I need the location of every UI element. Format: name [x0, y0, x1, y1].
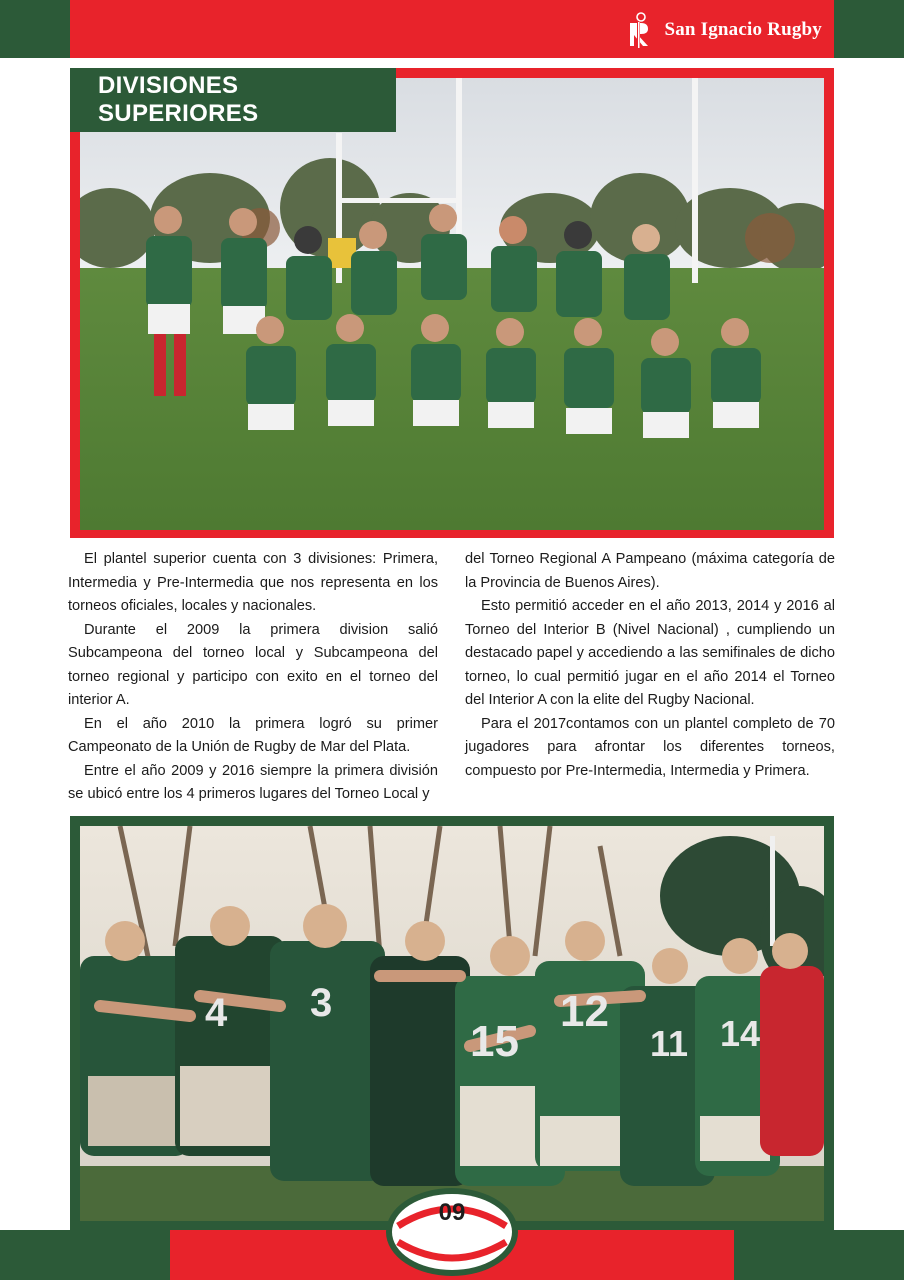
jersey-number: 11: [650, 1023, 689, 1064]
paragraph: Entre el año 2009 y 2016 siempre la primera división se ubicó entre los 4 primeros lugares del Torneo Local y: [68, 762, 438, 802]
page-number: 09: [438, 1199, 466, 1226]
jersey-number: 12: [560, 987, 609, 1036]
team-photo: [80, 78, 824, 530]
brand: [626, 10, 822, 50]
header-divider: [0, 58, 904, 61]
paragraph: Esto permitió acceder en el año 2013, 2014 y 2016 al Torneo del Interior B (Nivel Nacional) , cumpliendo un destacado papel y accediendo a las semifinales de dicho torneo, lo cual permitió jugar en el año 2014 el Torneo del Interior A con la elite del Rugby Nacional.: [465, 598, 835, 708]
rugby-ball-icon: [384, 1180, 520, 1280]
huddle-photo: [80, 826, 824, 1221]
jersey-number: 14: [720, 1013, 761, 1054]
jersey-number: 4: [205, 991, 228, 1035]
sir-monogram-icon: [626, 11, 656, 49]
header-band-left: [0, 0, 70, 58]
right-text-column: [465, 548, 835, 783]
paragraph: En el año 2010 la primera logró su primer Campeonato de la Unión de Rugby de Mar del Plata.: [68, 715, 438, 755]
paragraph: Para el 2017contamos con un plantel completo de 70 jugadores para afrontar los diferentes torneos, compuesto por Pre-Intermedia, Intermedia y Primera.: [465, 715, 835, 779]
paragraph: El plantel superior cuenta con 3 divisiones: Primera, Intermedia y Pre-Intermedia que nos representa en los torneos oficiales, locales y nacionales.: [68, 551, 438, 614]
left-text-column: [68, 548, 438, 807]
jersey-number: 3: [310, 981, 333, 1025]
footer-band-right: [734, 1230, 904, 1280]
jersey-number: 15: [470, 1017, 519, 1066]
paragraph: Durante el 2009 la primera division salió Subcampeona del torneo local y Subcampeona del torneo regional y participo con exito en el torneo del interior A.: [68, 621, 438, 708]
section-title: DIVISIONES SUPERIORES: [70, 68, 396, 132]
footer-band-left: [0, 1230, 170, 1280]
brand-name: San Ignacio Rugby: [664, 19, 822, 40]
header-band-right: [834, 0, 904, 58]
paragraph: del Torneo Regional A Pampeano (máxima categoría de la Provincia de Buenos Aires).: [465, 551, 835, 591]
